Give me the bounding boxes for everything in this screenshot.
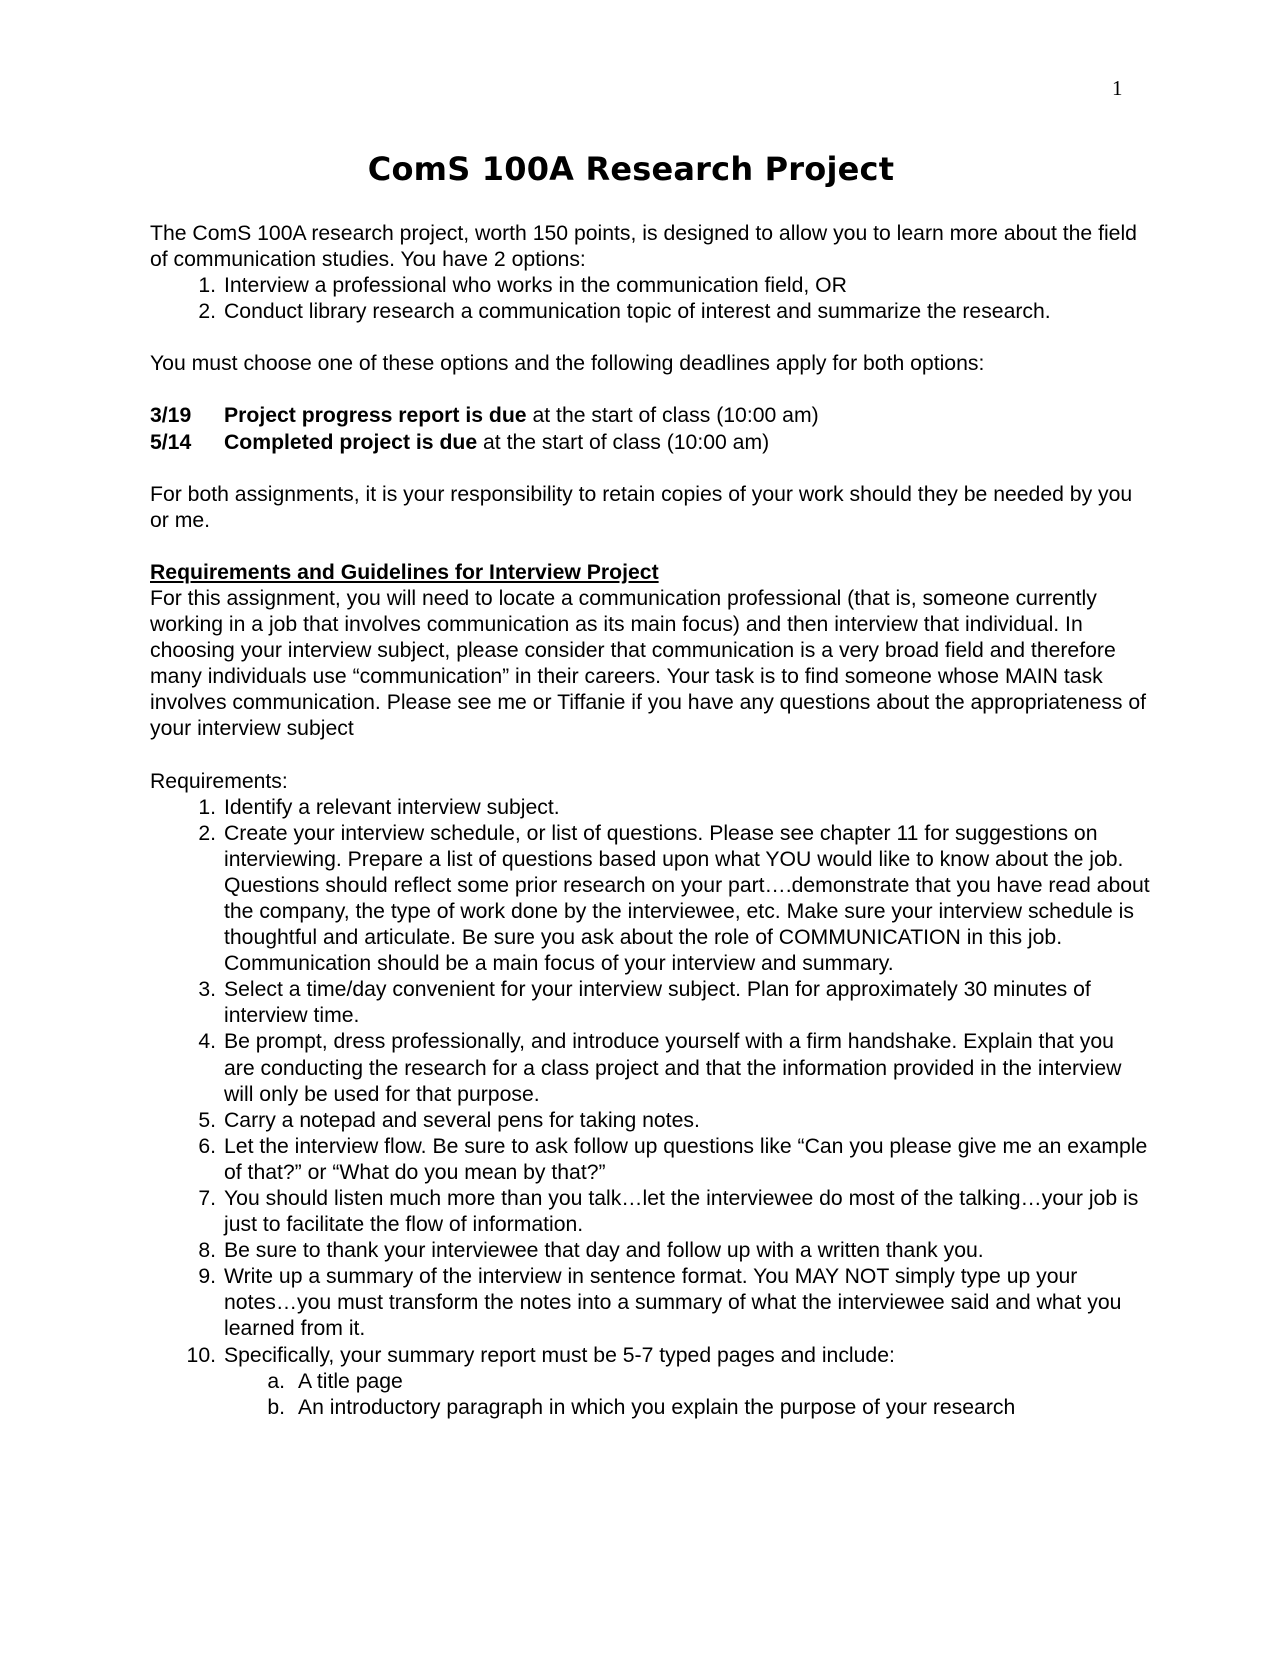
intro-paragraph: The ComS 100A research project, worth 150 points, is designed to allow you to learn more about the field of communication studies. You have 2 options:: [150, 222, 1137, 272]
requirements-label: Requirements:: [150, 769, 288, 793]
document-title: ComS 100A Research Project: [367, 150, 895, 188]
list-item: 1. Identify a relevant interview subject.: [198, 795, 560, 819]
choose-paragraph: You must choose one of these options and the following deadlines apply for both options:: [150, 352, 985, 376]
deadline-detail: at the start of class (10:00 am): [477, 430, 770, 454]
deadline-label: Completed project is due: [224, 430, 478, 454]
deadline-item: [150, 430, 1150, 456]
deadline-detail: at the start of class (10:00 am): [526, 404, 819, 428]
summary-contents-list: [150, 1369, 1150, 1421]
list-item: 6. Let the interview flow. Be sure to ask follow up questions like “Can you please give me an example of that?” or “What do you mean by that?”: [198, 1134, 1148, 1184]
list-item: 7. You should listen much more than you talk…let the interviewee do most of the talking…your job is just to facilitate the flow of information.: [198, 1187, 1139, 1237]
list-item: 2. Create your interview schedule, or list of questions. Please see chapter 11 for suggestions on interviewing. Prepare a list of questions based upon what YOU would like to know about the job. Questions should reflect some prior research on your part….demonstrate that you have read about the company, the type of work done by the interviewee, etc. Make sure your interview schedule is thoughtful and articulate. Be sure you ask about the role of COMMUNICATION in this job. Communication should be a main focus of your interview and summary.: [198, 821, 1150, 976]
page-number: 1: [1112, 76, 1123, 100]
deadline-date: 5/14: [150, 430, 192, 454]
interview-paragraph: For this assignment, you will need to locate a communication professional (that is, someone currently working in a job that involves communication as its main focus) and then interview that individual. In choosing your interview subject, please consider that communication is a very broad field and therefore many individuals use “communication” in their careers. Your task is to find someone whose MAIN task involves communication. Please see me or Tiffanie if you have any questions about the appropriateness of your interview subject: [150, 586, 1147, 741]
deadline-item: [150, 403, 1150, 429]
spacer: [150, 743, 1150, 769]
spacer: [150, 325, 1150, 351]
section-heading: Requirements and Guidelines for Interview Project: [150, 560, 659, 584]
deadline-label: Project progress report is due: [224, 404, 527, 428]
list-item: 2. Conduct library research a communication topic of interest and summarize the research.: [198, 300, 1051, 324]
retain-paragraph: For both assignments, it is your responsibility to retain copies of your work should they be needed by you or me.: [150, 482, 1133, 532]
list-item: 8. Be sure to thank your interviewee that day and follow up with a written thank you.: [198, 1239, 984, 1263]
spacer: [150, 456, 1150, 482]
list-item: 5. Carry a notepad and several pens for taking notes.: [198, 1108, 700, 1132]
spacer: [150, 534, 1150, 560]
list-item: 3. Select a time/day convenient for your interview subject. Plan for approximately 30 minutes of interview time.: [198, 978, 1091, 1028]
list-item: 9. Write up a summary of the interview in sentence format. You MAY NOT simply type up your notes…you must transform the notes into a summary of what the interviewee said and what you learned from it.: [198, 1265, 1122, 1341]
deadline-date: 3/19: [150, 404, 192, 428]
list-item: 1. Interview a professional who works in the communication field, OR: [198, 274, 847, 298]
options-list: [150, 273, 1150, 325]
list-item: a. A title page: [267, 1369, 403, 1393]
list-item: 4. Be prompt, dress professionally, and introduce yourself with a firm handshake. Explain that you are conducting the research for a class project and that the information provided in the interview will only be used for that purpose.: [198, 1030, 1122, 1106]
requirements-list: [150, 795, 1150, 1369]
document-body: [150, 221, 1150, 1421]
spacer: [150, 377, 1150, 403]
list-item: 10. Specifically, your summary report must be 5-7 typed pages and include:: [186, 1343, 895, 1367]
list-item: b. An introductory paragraph in which you explain the purpose of your research: [267, 1395, 1016, 1419]
